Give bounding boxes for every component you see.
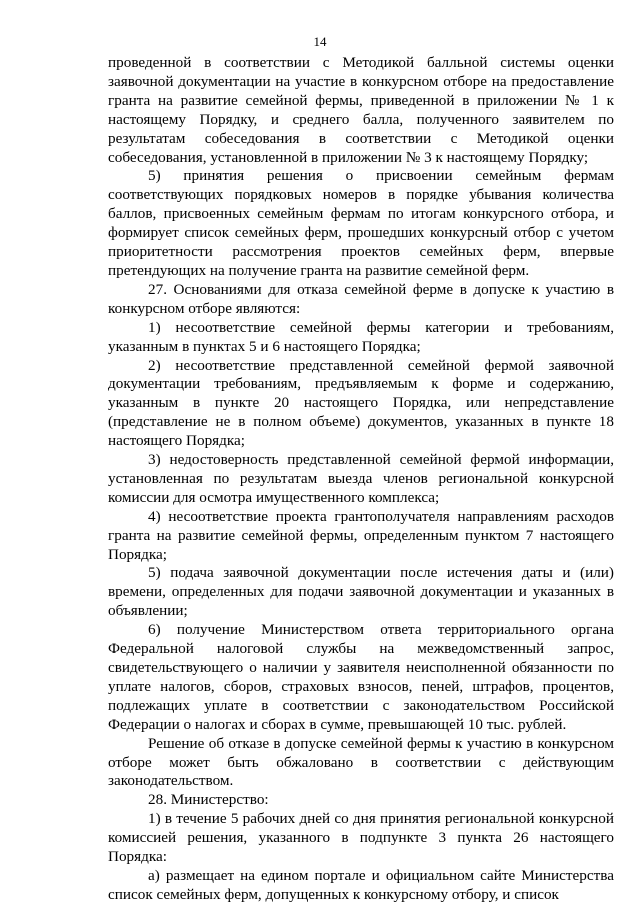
paragraph-item-2: 2) несоответствие представленной семейной фермой заявочной документации требованиям, предъявляемым к форме и содержанию, указанным в пункте 20 настоящего Порядка, или непредставление (представление не в полном объеме) документов, указанных в пункте 18 настоящего Порядка; [108, 356, 614, 450]
page-number: 14 [313, 34, 327, 49]
paragraph-continuation: проведенной в соответствии с Методикой балльной системы оценки заявочной документации на участие в конкурсном отборе на предоставление гранта на развитие семейной фермы, приведенной в приложении № 1 к настоящему Порядку, и среднего балла, полученного заявителем по результатам собеседования в соответствии с Методикой оценки собеседования, установленной в приложении № 3 к настоящему Порядку; [108, 54, 614, 166]
paragraph-item-5b: 5) подача заявочной документации после истечения даты и (или) времени, определенных для подачи заявочной документации и указанных в объявлении; [108, 564, 614, 620]
paragraph-item-1b: 1) в течение 5 рабочих дней со дня принятия региональной конкурсной комиссией решения, указанного в подпункте 3 пункта 26 настоящего Порядка: [108, 810, 614, 866]
paragraph-item-1: 1) несоответствие семейной фермы категории и требованиям, указанным в пунктах 5 и 6 настоящего Порядка; [108, 318, 614, 355]
paragraph-item-5: 5) принятия решения о присвоении семейным фермам соответствующих порядковых номеров в порядке убывания количества баллов, присвоенных семейным фермам по итогам конкурсного отбора, и формирует список семейных ферм, прошедших конкурсный отбор с учетом приоритетности рассмотрения проектов семейных ферм, впервые претендующих на получение гранта на развитие семейной ферм. [108, 167, 614, 279]
paragraph-item-3: 3) недостоверность представленной семейной фермой информации, установленная по результатам выезда членов региональной конкурсной комиссии для осмотра имущественного комплекса; [108, 451, 614, 506]
paragraph-item-a: а) размещает на едином портале и официальном сайте Министерства список семейных ферм, допущенных к конкурсному отбору, и список [108, 866, 614, 903]
paragraph-appeal: Решение об отказе в допуске семейной фермы к участию в конкурсном отборе может быть обжаловано в соответствии с действующим законодательством. [108, 734, 614, 790]
document-body [108, 54, 614, 905]
paragraph-item-4: 4) несоответствие проекта грантополучателя направлениям расходов гранта на развитие семейной фермы, определенным пунктом 7 настоящего Порядка; [108, 507, 614, 563]
paragraph-clause-27: 27. Основаниями для отказа семейной ферме в допуске к участию в конкурсном отборе являются: [108, 280, 614, 317]
paragraph-item-6: 6) получение Министерством ответа территориального органа Федеральной налоговой службы на межведомственный запрос, свидетельствующего о наличии у заявителя неисполненной обязанности по уплате налогов, сборов, страховых взносов, пеней, штрафов, процентов, подлежащих уплате в соответствии с законодательством Российской Федерации о налогах и сборах в сумме, превышающей 10 тыс. рублей. [108, 621, 614, 733]
paragraph-clause-28: 28. Министерство: [148, 791, 269, 809]
